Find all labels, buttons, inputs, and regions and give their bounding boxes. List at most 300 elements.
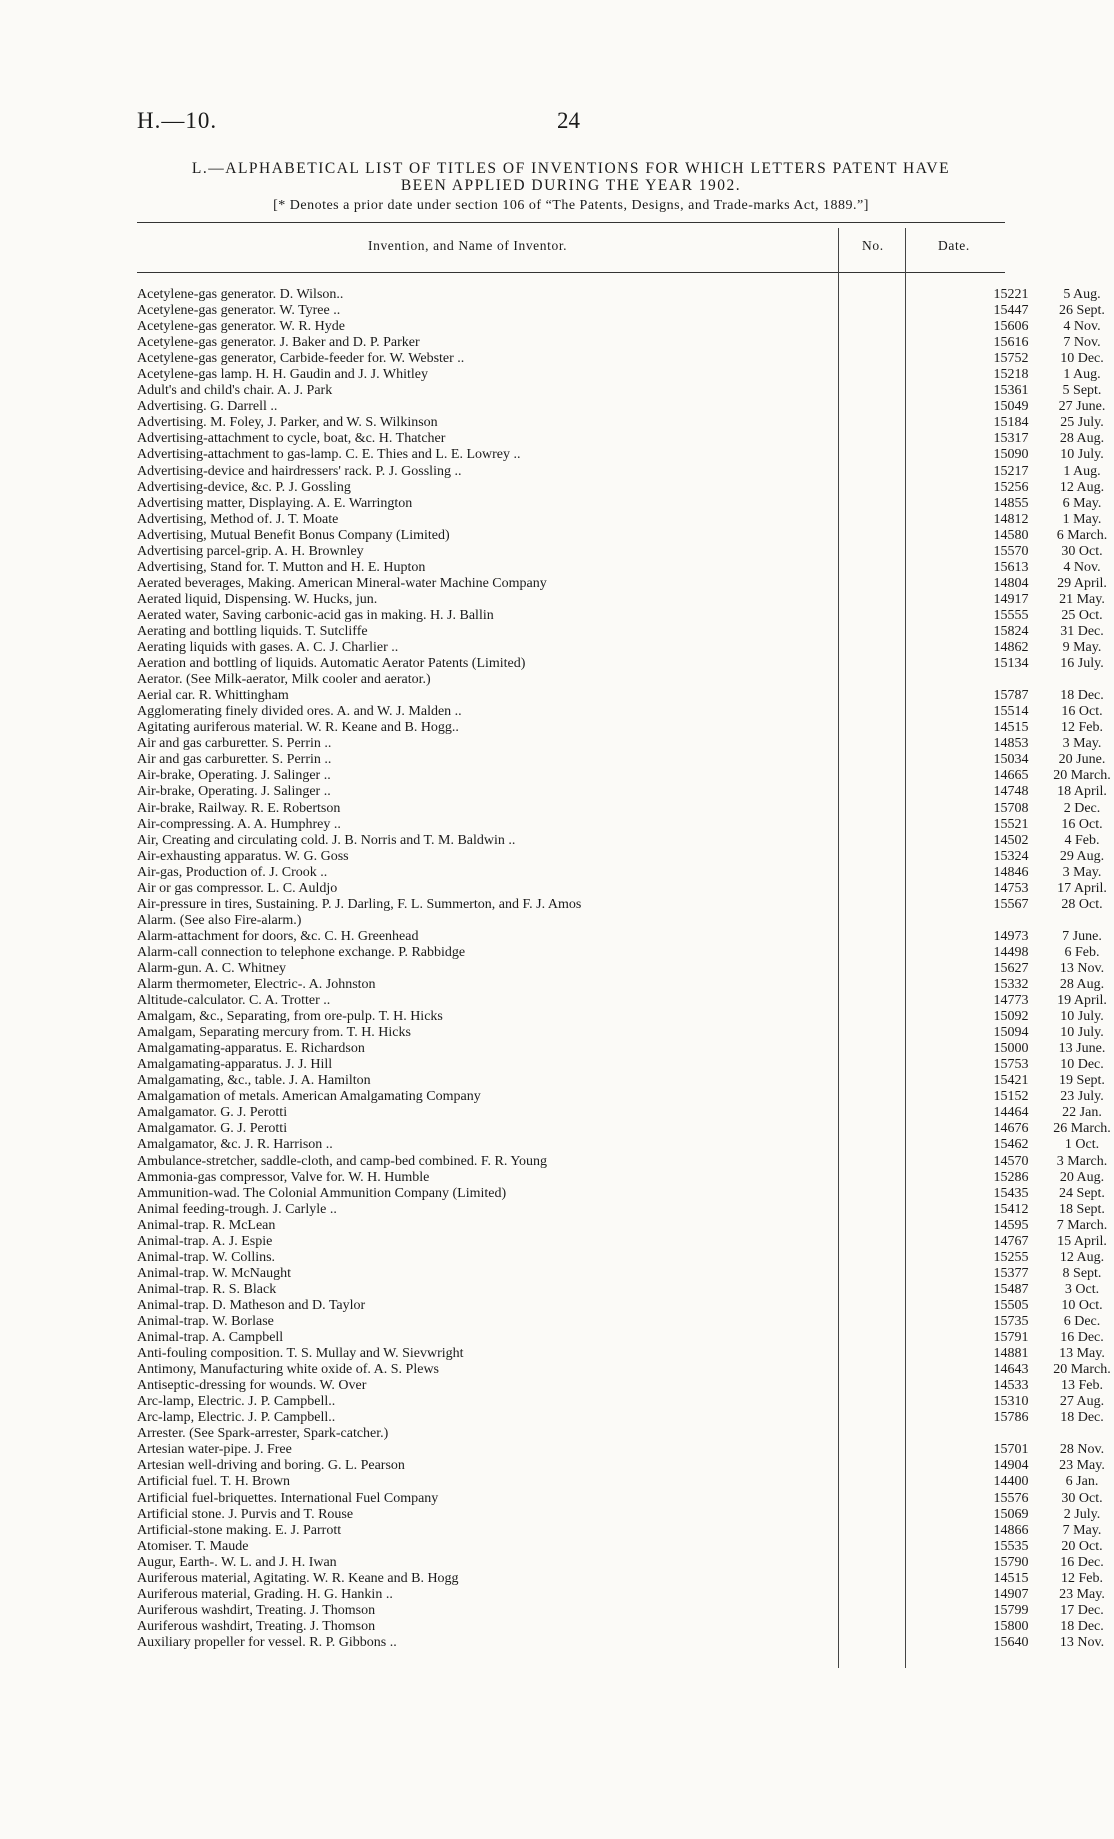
- table-row: [137, 527, 1108, 544]
- invention-title: Artificial stone. J. Purvis and T. Rouse: [137, 1506, 354, 1522]
- invention-title: Aerating and bottling liquids. T. Sutcliffe: [137, 623, 368, 639]
- patent-number: 14862: [993, 640, 1029, 656]
- table-row: [137, 1057, 1104, 1073]
- application-date: 7 June.: [1062, 928, 1102, 944]
- table-row: [137, 752, 1106, 768]
- invention-title: Aerating liquids with gases. A. C. J. Charlier ..: [137, 640, 399, 656]
- invention-title: Auriferous washdirt, Treating. J. Thomson: [137, 1602, 376, 1618]
- table-row: [137, 319, 1101, 335]
- application-date: 28 Aug.: [1059, 977, 1105, 993]
- application-date: 25 Oct.: [1061, 607, 1103, 623]
- patent-number: 15221: [993, 287, 1029, 302]
- document-reference: H.—10.: [137, 108, 218, 133]
- invention-title: Antimony, Manufacturing white oxide of. A. S. Plews: [137, 1362, 440, 1378]
- patent-number: 15505: [993, 1297, 1029, 1313]
- application-date: 18 Dec.: [1060, 1410, 1104, 1426]
- invention-title: Adult's and child's chair. A. J. Park: [137, 383, 333, 399]
- table-row: [137, 1618, 1104, 1635]
- patent-number: 14400: [993, 1474, 1029, 1490]
- application-date: 20 Aug.: [1059, 1169, 1105, 1185]
- invention-title: Amalgamating-apparatus. J. J. Hill: [137, 1057, 333, 1073]
- invention-title: Ammunition-wad. The Colonial Ammunition Company (Limited): [137, 1185, 507, 1201]
- patent-number: 15514: [993, 704, 1029, 720]
- application-date: 28 Oct.: [1061, 896, 1103, 912]
- invention-title: Amalgamating, &c., table. J. A. Hamilton: [137, 1073, 371, 1089]
- table-row: [137, 623, 1104, 640]
- application-date: 22 Jan.: [1062, 1105, 1102, 1121]
- patent-number: 15332: [993, 977, 1029, 993]
- invention-title: Animal-trap. W. Borlase: [137, 1314, 274, 1329]
- invention-title: Antiseptic-dressing for wounds. W. Over: [137, 1378, 367, 1394]
- patent-number: 14767: [993, 1233, 1029, 1249]
- patent-number: 15152: [993, 1089, 1029, 1105]
- table-row: [137, 543, 1103, 560]
- invention-title: Augur, Earth-. W. L. and J. H. Iwan: [137, 1554, 337, 1570]
- table-row: [137, 800, 1101, 817]
- invention-title: Atomiser. T. Maude: [137, 1538, 249, 1554]
- patent-number: 14665: [993, 768, 1029, 784]
- patent-number: 15487: [993, 1281, 1029, 1297]
- invention-title: Altitude-calculator. C. A. Trotter ..: [137, 993, 331, 1009]
- patent-number: 14907: [993, 1586, 1029, 1602]
- patent-number: 14881: [993, 1346, 1029, 1362]
- application-date: 3 May.: [1062, 864, 1102, 880]
- application-date: 12 Aug.: [1059, 1249, 1105, 1265]
- application-date: 2 July.: [1063, 1506, 1101, 1522]
- application-date: 7 March.: [1056, 1217, 1108, 1233]
- application-date: 10 Dec.: [1060, 1057, 1104, 1073]
- table-row: [137, 1442, 1105, 1458]
- table-row: [137, 1105, 1102, 1121]
- patent-number: 15217: [993, 463, 1029, 479]
- application-date: 19 April.: [1057, 993, 1107, 1009]
- patent-number: 14498: [993, 944, 1029, 960]
- patent-number: 15790: [993, 1554, 1029, 1570]
- table-row: [137, 1137, 1100, 1153]
- patent-number: 14570: [993, 1153, 1029, 1169]
- application-date: 3 March.: [1056, 1153, 1108, 1169]
- invention-title: Acetylene-gas lamp. H. H. Gaudin and J. J. Whitley: [137, 367, 428, 383]
- table-row: [137, 944, 1100, 961]
- table-row: [137, 1474, 1099, 1490]
- table-row: [137, 287, 1101, 303]
- patent-number: 14502: [993, 832, 1029, 848]
- patent-number: 14812: [993, 511, 1029, 527]
- patent-number: 14846: [993, 864, 1029, 880]
- application-date: 13 Nov.: [1059, 1634, 1105, 1650]
- patent-number: 15567: [993, 896, 1029, 912]
- application-date: 28 Nov.: [1059, 1442, 1105, 1458]
- patent-number: 15791: [993, 1330, 1029, 1346]
- invention-title: Animal-trap. W. McNaught: [137, 1265, 291, 1281]
- invention-title: Aerator. (See Milk-aerator, Milk cooler and aerator.): [137, 672, 431, 688]
- patent-number: 15708: [993, 800, 1029, 816]
- invention-title: Alarm thermometer, Electric-. A. Johnston: [137, 977, 376, 993]
- patent-number: 15535: [993, 1538, 1029, 1554]
- invention-title: Ammonia-gas compressor, Valve for. W. H. Humble: [137, 1169, 430, 1185]
- application-date: 26 Sept.: [1059, 303, 1105, 319]
- application-date: 13 Feb.: [1061, 1378, 1103, 1394]
- patent-number: 14753: [993, 880, 1029, 896]
- table-row: [137, 495, 1102, 512]
- patent-number: 14580: [993, 527, 1029, 543]
- invention-title: Aerated water, Saving carbonic-acid gas in making. H. J. Ballin: [137, 607, 494, 623]
- invention-title: Air-brake, Operating. J. Salinger ..: [137, 768, 331, 784]
- application-date: 18 Dec.: [1060, 1618, 1104, 1634]
- application-date: 23 July.: [1060, 1089, 1104, 1105]
- application-date: 3 May.: [1062, 736, 1102, 752]
- application-date: 12 Feb.: [1061, 1570, 1103, 1586]
- patent-number: 15627: [993, 960, 1029, 976]
- invention-title: Artificial fuel. T. H. Brown: [137, 1474, 291, 1490]
- table-row: [137, 1538, 1103, 1555]
- patent-number: 15576: [993, 1490, 1029, 1506]
- invention-title: Advertising matter, Displaying. A. E. Warrington: [137, 495, 413, 511]
- patent-number: 15824: [993, 623, 1029, 639]
- application-date: 20 June.: [1058, 752, 1106, 768]
- invention-title: Arc-lamp, Electric. J. P. Campbell..: [137, 1410, 336, 1426]
- table-row: [137, 1314, 1101, 1330]
- table-row: [137, 463, 1101, 480]
- invention-title: Advertising. G. Darrell ..: [137, 399, 278, 415]
- application-date: 6 May.: [1062, 495, 1102, 511]
- patent-number: 15361: [993, 383, 1029, 399]
- table-row: [137, 784, 1107, 800]
- patent-number: 15310: [993, 1394, 1029, 1410]
- invention-title: Advertising-attachment to gas-lamp. C. E. Thies and L. E. Lowrey ..: [137, 447, 521, 463]
- application-date: 15 April.: [1057, 1233, 1107, 1249]
- table-row: [137, 1410, 1104, 1426]
- invention-title: Acetylene-gas generator. J. Baker and D. P. Parker: [137, 335, 420, 351]
- application-date: 13 June.: [1058, 1041, 1106, 1057]
- invention-title: Air and gas carburetter. S. Perrin ..: [137, 752, 332, 768]
- patent-number: 15094: [993, 1025, 1029, 1041]
- application-date: 7 May.: [1062, 1522, 1102, 1538]
- patent-number: 15049: [993, 399, 1029, 415]
- table-row: [137, 1458, 1105, 1474]
- table-row: [137, 559, 1101, 576]
- table-row: [137, 1330, 1104, 1346]
- patent-number: 15462: [993, 1137, 1029, 1153]
- page-number: 24: [557, 108, 580, 133]
- list-title-line-1: L.—ALPHABETICAL LIST OF TITLES OF INVENTIONS FOR WHICH LETTERS PATENT HAVE: [191, 160, 951, 177]
- invention-title: Air-exhausting apparatus. W. G. Goss: [137, 848, 349, 864]
- invention-title: Amalgamation of metals. American Amalgamating Company: [137, 1089, 481, 1105]
- invention-title: Amalgamator. G. J. Perotti: [137, 1121, 288, 1137]
- table-row: [137, 1634, 1105, 1651]
- invention-title: Air-compressing. A. A. Humphrey ..: [137, 816, 341, 832]
- application-date: 13 Nov.: [1059, 960, 1105, 976]
- list-title: [137, 160, 1005, 194]
- invention-title: Agitating auriferous material. W. R. Keane and B. Hogg..: [137, 720, 459, 736]
- invention-title: Air-gas, Production of. J. Crook ..: [137, 864, 328, 880]
- patent-number: 15435: [993, 1185, 1029, 1201]
- table-row: [137, 736, 1102, 752]
- table-row: [137, 383, 1102, 399]
- table-row: [137, 447, 1104, 463]
- table-row: [137, 913, 1005, 929]
- invention-title: Auriferous washdirt, Treating. J. Thomson: [137, 1618, 376, 1634]
- application-date: 10 Oct.: [1061, 1297, 1103, 1313]
- application-date: 17 April.: [1057, 880, 1107, 896]
- invention-title: Amalgamator. G. J. Perotti: [137, 1105, 288, 1121]
- application-date: 25 July.: [1060, 415, 1104, 431]
- invention-title: Auriferous material, Grading. H. G. Hankin ..: [137, 1586, 393, 1602]
- application-date: 1 Oct.: [1064, 1137, 1100, 1153]
- invention-title: Amalgam, &c., Separating, from ore-pulp. T. H. Hicks: [137, 1009, 443, 1025]
- application-date: 30 Oct.: [1061, 1490, 1103, 1506]
- application-date: 4 Nov.: [1063, 319, 1101, 335]
- table-row: [137, 977, 1105, 993]
- invention-title: Air or gas compressor. L. C. Auldjo: [137, 880, 338, 896]
- patent-number: 15324: [993, 848, 1029, 864]
- application-date: 1 May.: [1062, 511, 1102, 527]
- invention-title: Aerated beverages, Making. American Mineral-water Machine Company: [137, 575, 547, 591]
- invention-title: Animal-trap. A. Campbell: [137, 1330, 284, 1346]
- patent-number: 15786: [993, 1410, 1029, 1426]
- application-date: 18 Sept.: [1059, 1201, 1105, 1217]
- patent-number: 15412: [993, 1201, 1029, 1217]
- patent-number: 14748: [993, 784, 1029, 800]
- invention-title: Auxiliary propeller for vessel. R. P. Gibbons ..: [137, 1634, 397, 1650]
- patent-number: 14676: [993, 1121, 1029, 1137]
- invention-title: Advertising. M. Foley, J. Parker, and W. S. Wilkinson: [137, 415, 438, 431]
- application-date: 6 Jan.: [1065, 1474, 1099, 1490]
- table-row: [137, 880, 1107, 897]
- application-date: 10 July.: [1060, 1009, 1104, 1025]
- invention-title: Advertising-device and hairdressers' rack. P. J. Gossling ..: [137, 463, 462, 479]
- invention-title: Alarm. (See also Fire-alarm.): [137, 912, 302, 928]
- invention-title: Artesian well-driving and boring. G. L. Pearson: [137, 1458, 405, 1474]
- invention-title: Anti-fouling composition. T. S. Mullay and W. Sievwright: [137, 1346, 464, 1362]
- patent-number: 14804: [993, 575, 1029, 591]
- table-row: [137, 1201, 1105, 1218]
- table-row: [137, 704, 1103, 720]
- table-row: [137, 335, 1101, 351]
- table-row: [137, 1570, 1103, 1587]
- invention-title: Advertising, Stand for. T. Mutton and H. E. Hupton: [137, 559, 426, 575]
- table-row: [137, 1297, 1103, 1314]
- application-date: 20 March.: [1053, 768, 1111, 784]
- patent-number: 15256: [993, 479, 1029, 495]
- patent-number: 15218: [993, 367, 1029, 383]
- invention-title: Animal-trap. R. McLean: [137, 1217, 276, 1233]
- patent-number: 14973: [993, 928, 1029, 944]
- invention-title: Artificial-stone making. E. J. Parrott: [137, 1522, 342, 1538]
- table-row: [137, 1217, 1108, 1234]
- invention-title: Advertising, Mutual Benefit Bonus Company (Limited): [137, 527, 450, 543]
- application-date: 12 Feb.: [1061, 720, 1103, 736]
- invention-title: Advertising, Method of. J. T. Moate: [137, 511, 339, 527]
- table-row: [137, 479, 1105, 496]
- table-row: [137, 1426, 1005, 1442]
- patent-number: 15255: [993, 1249, 1029, 1265]
- table-row: [137, 1490, 1103, 1507]
- patent-number: 15377: [993, 1265, 1029, 1281]
- invention-title: Animal feeding-trough. J. Carlyle ..: [137, 1201, 337, 1217]
- application-date: 4 Nov.: [1063, 559, 1101, 575]
- patent-number: 15753: [993, 1057, 1029, 1073]
- table-row: [137, 607, 1103, 624]
- invention-title: Alarm-gun. A. C. Whitney: [137, 960, 287, 976]
- patent-number: 15787: [993, 688, 1029, 704]
- column-header-invention: Invention, and Name of Inventor.: [368, 238, 568, 253]
- patent-number: 14855: [993, 495, 1029, 511]
- application-date: 16 July.: [1060, 656, 1104, 672]
- patent-number: 14533: [993, 1378, 1029, 1394]
- table-row: [137, 1009, 1104, 1025]
- table-row: [137, 960, 1105, 977]
- patent-number: 14515: [993, 1570, 1029, 1586]
- table-row: [137, 1089, 1104, 1105]
- patent-number: 15521: [993, 816, 1029, 832]
- patent-number: 15421: [993, 1073, 1029, 1089]
- invention-title: Artesian water-pipe. J. Free: [137, 1442, 292, 1458]
- table-row: [137, 864, 1102, 881]
- application-date: 20 March.: [1053, 1362, 1111, 1378]
- table-row: [137, 1522, 1102, 1539]
- application-date: 6 Feb.: [1064, 944, 1100, 960]
- table-row: [137, 1265, 1102, 1282]
- table-row: [137, 367, 1101, 383]
- application-date: 26 March.: [1053, 1121, 1111, 1137]
- patent-number: 15735: [993, 1314, 1029, 1329]
- table-row: [137, 1073, 1105, 1089]
- patent-number: 15092: [993, 1009, 1029, 1025]
- patent-number: 15752: [993, 351, 1029, 367]
- invention-title: Amalgam, Separating mercury from. T. H. Hicks: [137, 1025, 411, 1041]
- column-header-no: No.: [862, 238, 884, 253]
- application-date: 4 Feb.: [1064, 832, 1100, 848]
- table-row: [137, 1041, 1106, 1057]
- application-date: 27 June.: [1058, 399, 1106, 415]
- application-date: 5 Aug.: [1063, 287, 1101, 302]
- application-date: 7 Nov.: [1063, 335, 1101, 351]
- invention-title: Aeration and bottling of liquids. Automatic Aerator Patents (Limited): [137, 656, 526, 672]
- table-row: [137, 1153, 1108, 1170]
- invention-title: Artificial fuel-briquettes. International Fuel Company: [137, 1490, 439, 1506]
- invention-title: Alarm-call connection to telephone exchange. P. Rabbidge: [137, 944, 466, 960]
- invention-title: Arc-lamp, Electric. J. P. Campbell..: [137, 1394, 336, 1410]
- invention-title: Animal-trap. R. S. Black: [137, 1281, 277, 1297]
- table-row: [137, 1554, 1104, 1571]
- table-row: [137, 896, 1103, 913]
- patent-number: 14853: [993, 736, 1029, 752]
- patent-number: 15286: [993, 1169, 1029, 1185]
- table-header-rule: [137, 272, 1005, 273]
- invention-title: Advertising parcel-grip. A. H. Brownley: [137, 543, 364, 559]
- inventions-table: [137, 287, 1111, 1651]
- application-date: 1 Aug.: [1063, 367, 1101, 383]
- table-row: [137, 848, 1105, 865]
- application-date: 31 Dec.: [1060, 623, 1104, 639]
- table-row: [137, 993, 1107, 1009]
- table-row: [137, 1233, 1107, 1250]
- invention-title: Air and gas carburetter. S. Perrin ..: [137, 736, 332, 752]
- application-date: 17 Dec.: [1060, 1602, 1104, 1618]
- application-date: 8 Sept.: [1062, 1265, 1102, 1281]
- invention-title: Aerated liquid, Dispensing. W. Hucks, jun.: [137, 591, 378, 607]
- invention-title: Alarm-attachment for doors, &c. C. H. Greenhead: [137, 928, 419, 944]
- table-row: [137, 816, 1103, 833]
- prior-date-note: [* Denotes a prior date under section 106 of “The Patents, Designs, and Trade-marks Act, 1889.”]: [273, 198, 869, 213]
- invention-title: Animal-trap. W. Collins.: [137, 1249, 276, 1265]
- column-header-date: Date.: [938, 238, 970, 253]
- application-date: 9 May.: [1062, 640, 1102, 656]
- table-row: [137, 688, 1104, 704]
- invention-title: Auriferous material, Agitating. W. R. Keane and B. Hogg: [137, 1570, 459, 1586]
- page-header: [137, 108, 999, 138]
- table-row: [137, 928, 1102, 945]
- application-date: 10 July.: [1060, 1025, 1104, 1041]
- patent-number: 14917: [993, 591, 1029, 607]
- invention-title: Air-pressure in tires, Sustaining. P. J. Darling, F. L. Summerton, and F. J. Amos: [137, 896, 582, 912]
- invention-title: Acetylene-gas generator, Carbide-feeder for. W. Webster ..: [137, 351, 465, 367]
- invention-title: Advertising-attachment to cycle, boat, &c. H. Thatcher: [137, 431, 446, 447]
- application-date: 10 Dec.: [1060, 351, 1104, 367]
- table-row: [137, 351, 1104, 367]
- application-date: 28 Aug.: [1059, 431, 1105, 447]
- patent-number: 14773: [993, 993, 1029, 1009]
- application-date: 24 Sept.: [1059, 1185, 1105, 1201]
- table-row: [137, 672, 1005, 688]
- application-date: 2 Dec.: [1063, 800, 1101, 816]
- patent-number: 15570: [993, 543, 1029, 559]
- application-date: 18 April.: [1057, 784, 1107, 800]
- application-date: 16 Oct.: [1061, 704, 1103, 720]
- patent-number: 14866: [993, 1522, 1029, 1538]
- table-row: [137, 1169, 1105, 1186]
- table-row: [137, 1602, 1104, 1619]
- patent-number: 15799: [993, 1602, 1029, 1618]
- application-date: 16 Oct.: [1061, 816, 1103, 832]
- table-row: [137, 1506, 1101, 1523]
- table-row: [137, 832, 1100, 849]
- table-row: [137, 303, 1105, 319]
- patent-number: 15184: [993, 415, 1029, 431]
- invention-title: Acetylene-gas generator. W. Tyree ..: [137, 303, 341, 319]
- application-date: 30 Oct.: [1061, 543, 1103, 559]
- application-date: 18 Dec.: [1060, 688, 1104, 704]
- invention-title: Air, Creating and circulating cold. J. B. Norris and T. M. Baldwin ..: [137, 832, 516, 848]
- patent-number: 15134: [993, 656, 1029, 672]
- invention-title: Aerial car. R. Whittingham: [137, 688, 289, 704]
- patent-number: 15069: [993, 1506, 1029, 1522]
- invention-title: Air-brake, Operating. J. Salinger ..: [137, 784, 331, 800]
- patent-number: 14643: [993, 1362, 1029, 1378]
- table-row: [137, 1121, 1111, 1137]
- invention-title: Acetylene-gas generator. W. R. Hyde: [137, 319, 345, 335]
- application-date: 16 Dec.: [1060, 1554, 1104, 1570]
- table-row: [137, 1185, 1105, 1202]
- table-row: [137, 575, 1107, 592]
- table-row: [137, 1249, 1105, 1266]
- patent-number: 14464: [993, 1105, 1029, 1121]
- application-date: 23 May.: [1059, 1458, 1105, 1474]
- patent-number: 15317: [993, 431, 1029, 447]
- patent-number: 15616: [993, 335, 1029, 351]
- application-date: 1 Aug.: [1063, 463, 1101, 479]
- invention-title: Ambulance-stretcher, saddle-cloth, and camp-bed combined. F. R. Young: [137, 1153, 548, 1169]
- invention-title: Animal-trap. A. J. Espie: [137, 1233, 273, 1249]
- patent-number: 14904: [993, 1458, 1029, 1474]
- table-top-rule: [137, 222, 1005, 223]
- table-row: [137, 415, 1104, 431]
- application-date: 12 Aug.: [1059, 479, 1105, 495]
- patent-number: 14595: [993, 1217, 1029, 1233]
- table-row: [137, 1378, 1103, 1394]
- table-row: [137, 720, 1103, 736]
